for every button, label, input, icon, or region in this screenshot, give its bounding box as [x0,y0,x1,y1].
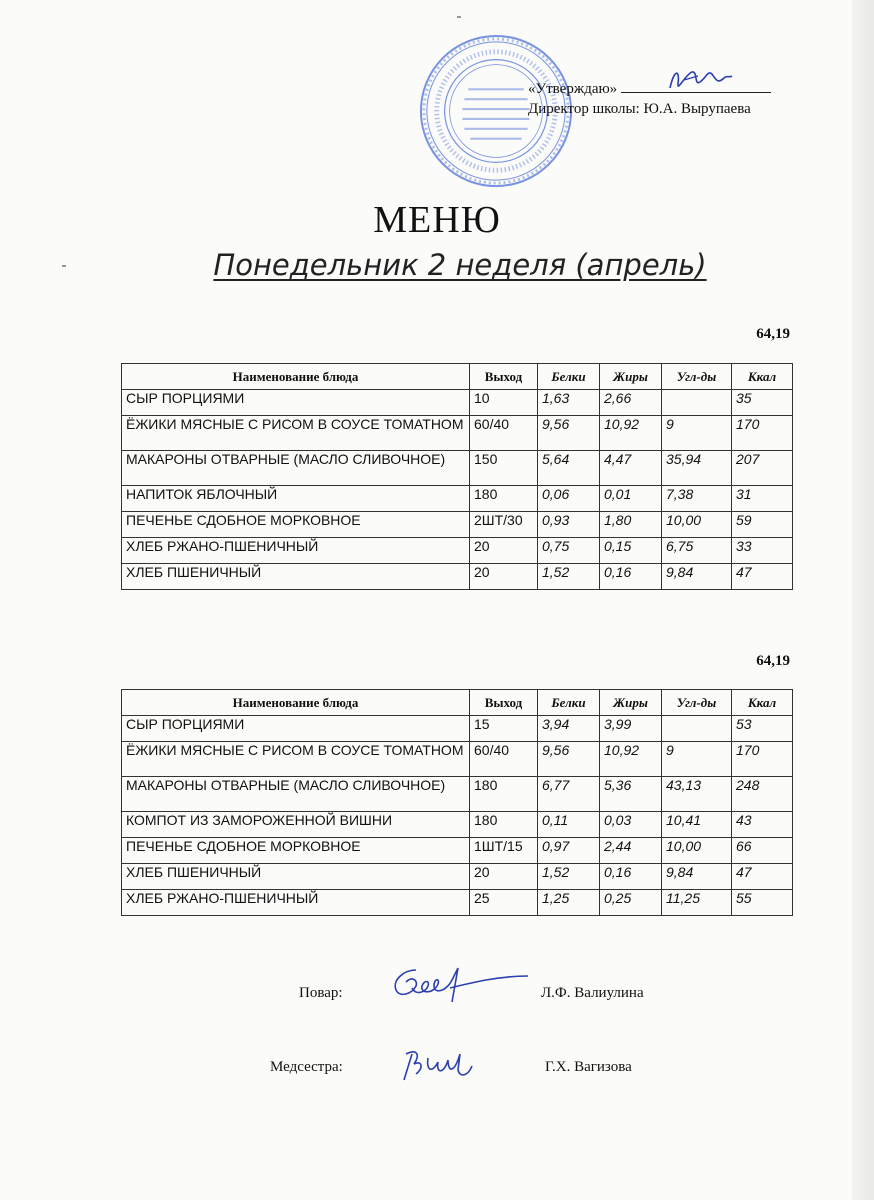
dish-carbs: 9,84 [662,864,732,890]
dish-protein: 9,56 [538,416,600,451]
dish-fat: 1,80 [600,512,662,538]
dish-name: СЫР ПОРЦИЯМИ [122,390,470,416]
dish-fat: 5,36 [600,777,662,812]
page-edge-shadow [852,0,874,1200]
dish-protein: 1,52 [538,864,600,890]
approve-label: «Утверждаю» [528,81,618,97]
dish-kcal: 248 [732,777,793,812]
table-row [122,716,793,742]
dish-protein: 1,25 [538,890,600,916]
table-row [122,564,793,590]
dish-kcal: 31 [732,486,793,512]
dish-carbs: 11,25 [662,890,732,916]
dish-protein: 1,52 [538,564,600,590]
dish-kcal: 66 [732,838,793,864]
dish-carbs: 9 [662,742,732,777]
table-row [122,777,793,812]
dish-carbs: 10,41 [662,812,732,838]
dish-output: 2ШТ/30 [470,512,538,538]
dish-carbs: 9 [662,416,732,451]
menu-total: 64,19 [756,653,790,669]
col-header-output: Выход [470,690,538,716]
table-row [122,864,793,890]
dish-output: 10 [470,390,538,416]
dish-carbs: 10,00 [662,838,732,864]
scan-speck [457,16,461,18]
table-row [122,451,793,486]
approval-line [528,78,771,98]
col-header-fat: Жиры [600,690,662,716]
dish-name: МАКАРОНЫ ОТВАРНЫЕ (МАСЛО СЛИВОЧНОЕ) [122,451,470,486]
scan-speck [62,265,66,267]
menu-table [121,689,793,916]
dish-name: ПЕЧЕНЬЕ СДОБНОЕ МОРКОВНОЕ [122,838,470,864]
dish-name: ЁЖИКИ МЯСНЫЕ С РИСОМ В СОУСЕ ТОМАТНОМ [122,742,470,777]
cook-name: Л.Ф. Валиулина [541,985,644,1001]
nurse-name: Г.Х. Вагизова [545,1059,632,1075]
dish-kcal: 35 [732,390,793,416]
col-header-protein: Белки [538,690,600,716]
dish-fat: 3,99 [600,716,662,742]
dish-name: ХЛЕБ ПШЕНИЧНЫЙ [122,864,470,890]
cook-signature [382,962,532,1012]
dish-output: 25 [470,890,538,916]
dish-fat: 2,44 [600,838,662,864]
dish-protein: 6,77 [538,777,600,812]
table-row [122,486,793,512]
dish-protein: 0,97 [538,838,600,864]
dish-fat: 0,15 [600,538,662,564]
col-header-protein: Белки [538,364,600,390]
col-header-name: Наименование блюда [122,690,470,716]
dish-kcal: 207 [732,451,793,486]
dish-output: 180 [470,777,538,812]
dish-protein: 9,56 [538,742,600,777]
table-row [122,416,793,451]
dish-carbs [662,390,732,416]
dish-fat: 10,92 [600,416,662,451]
dish-output: 150 [470,451,538,486]
dish-carbs: 6,75 [662,538,732,564]
menu-total: 64,19 [756,326,790,342]
dish-output: 60/40 [470,742,538,777]
dish-fat: 0,16 [600,864,662,890]
dish-protein: 0,06 [538,486,600,512]
dish-carbs: 43,13 [662,777,732,812]
dish-kcal: 59 [732,512,793,538]
dish-fat: 0,01 [600,486,662,512]
dish-kcal: 43 [732,812,793,838]
nurse-signature [398,1040,478,1086]
dish-name: НАПИТОК ЯБЛОЧНЫЙ [122,486,470,512]
dish-protein: 5,64 [538,451,600,486]
dish-name: СЫР ПОРЦИЯМИ [122,716,470,742]
page-subtitle: Понедельник 2 неделя (апрель) [213,248,707,282]
cook-label: Повар: [299,985,343,1001]
nurse-label: Медсестра: [270,1059,343,1075]
dish-output: 60/40 [470,416,538,451]
table-row [122,538,793,564]
table-row [122,838,793,864]
table-row [122,742,793,777]
dish-fat: 0,16 [600,564,662,590]
col-header-carbs: Угл-ды [662,364,732,390]
dish-output: 1ШТ/15 [470,838,538,864]
dish-output: 20 [470,564,538,590]
dish-fat: 2,66 [600,390,662,416]
dish-protein: 3,94 [538,716,600,742]
col-header-kcal: Ккал [732,364,793,390]
table-row [122,812,793,838]
col-header-kcal: Ккал [732,690,793,716]
col-header-carbs: Угл-ды [662,690,732,716]
page-title: МЕНЮ [373,199,501,241]
dish-output: 180 [470,812,538,838]
table-row [122,390,793,416]
dish-kcal: 170 [732,742,793,777]
dish-carbs: 35,94 [662,451,732,486]
dish-output: 20 [470,864,538,890]
dish-kcal: 47 [732,864,793,890]
dish-output: 180 [470,486,538,512]
dish-fat: 0,25 [600,890,662,916]
dish-name: ЁЖИКИ МЯСНЫЕ С РИСОМ В СОУСЕ ТОМАТНОМ [122,416,470,451]
dish-carbs: 7,38 [662,486,732,512]
dish-name: КОМПОТ ИЗ ЗАМОРОЖЕННОЙ ВИШНИ [122,812,470,838]
dish-protein: 0,93 [538,512,600,538]
col-header-fat: Жиры [600,364,662,390]
col-header-name: Наименование блюда [122,364,470,390]
dish-protein: 1,63 [538,390,600,416]
dish-fat: 0,03 [600,812,662,838]
dish-output: 15 [470,716,538,742]
dish-output: 20 [470,538,538,564]
dish-name: МАКАРОНЫ ОТВАРНЫЕ (МАСЛО СЛИВОЧНОЕ) [122,777,470,812]
table-row [122,890,793,916]
menu-table [121,363,793,590]
dish-protein: 0,11 [538,812,600,838]
dish-kcal: 33 [732,538,793,564]
dish-name: ХЛЕБ ПШЕНИЧНЫЙ [122,564,470,590]
dish-carbs: 9,84 [662,564,732,590]
approval-signature-line [621,78,771,93]
dish-carbs: 10,00 [662,512,732,538]
dish-fat: 4,47 [600,451,662,486]
dish-protein: 0,75 [538,538,600,564]
dish-name: ХЛЕБ РЖАНО-ПШЕНИЧНЫЙ [122,890,470,916]
dish-kcal: 170 [732,416,793,451]
dish-kcal: 53 [732,716,793,742]
table-row [122,512,793,538]
dish-carbs [662,716,732,742]
dish-name: ХЛЕБ РЖАНО-ПШЕНИЧНЫЙ [122,538,470,564]
col-header-output: Выход [470,364,538,390]
dish-fat: 10,92 [600,742,662,777]
dish-kcal: 55 [732,890,793,916]
dish-kcal: 47 [732,564,793,590]
dish-name: ПЕЧЕНЬЕ СДОБНОЕ МОРКОВНОЕ [122,512,470,538]
director-line: Директор школы: Ю.А. Вырупаева [528,101,751,117]
